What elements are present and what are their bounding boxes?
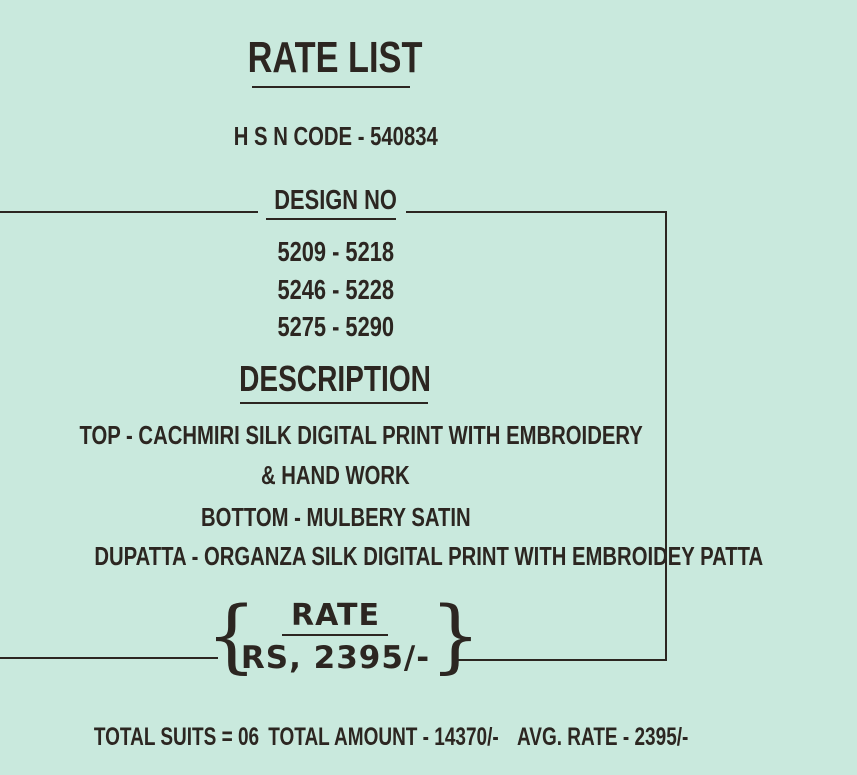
description-line-dupatta: DUPATTA - ORGANZA SILK DIGITAL PRINT WITH EMBROIDEY PATTA bbox=[94, 541, 764, 571]
title-underline bbox=[252, 86, 410, 88]
description-line-top: TOP - CACHMIRI SILK DIGITAL PRINT WITH EMBROIDERY bbox=[79, 420, 643, 450]
rate-label: RATE bbox=[291, 598, 380, 633]
right-brace-icon: } bbox=[430, 589, 481, 682]
avg-rate: AVG. RATE - 2395/- bbox=[516, 723, 689, 751]
description-underline bbox=[240, 402, 428, 404]
design-no-underline bbox=[266, 218, 396, 220]
rate-underline bbox=[282, 634, 388, 636]
total-amount: TOTAL AMOUNT - 14370/- bbox=[268, 723, 499, 751]
hsn-code: H S N CODE - 540834 bbox=[233, 121, 438, 151]
description-line-hand-work: & HAND WORK bbox=[261, 460, 410, 490]
footer-totals bbox=[0, 723, 689, 752]
total-suits: TOTAL SUITS = 06 bbox=[93, 723, 260, 751]
description-heading: DESCRIPTION bbox=[239, 358, 432, 399]
rate-list-title: RATE LIST bbox=[248, 33, 423, 82]
design-number-range: 5209 - 5218 bbox=[277, 236, 394, 267]
description-line-bottom: BOTTOM - MULBERY SATIN bbox=[200, 502, 471, 532]
left-brace-icon: { bbox=[206, 589, 257, 682]
design-no-heading: DESIGN NO bbox=[274, 184, 397, 215]
design-number-range: 5275 - 5290 bbox=[277, 311, 394, 342]
rate-value: RS, 2395/- bbox=[240, 640, 431, 676]
design-number-range: 5246 - 5228 bbox=[277, 274, 394, 305]
